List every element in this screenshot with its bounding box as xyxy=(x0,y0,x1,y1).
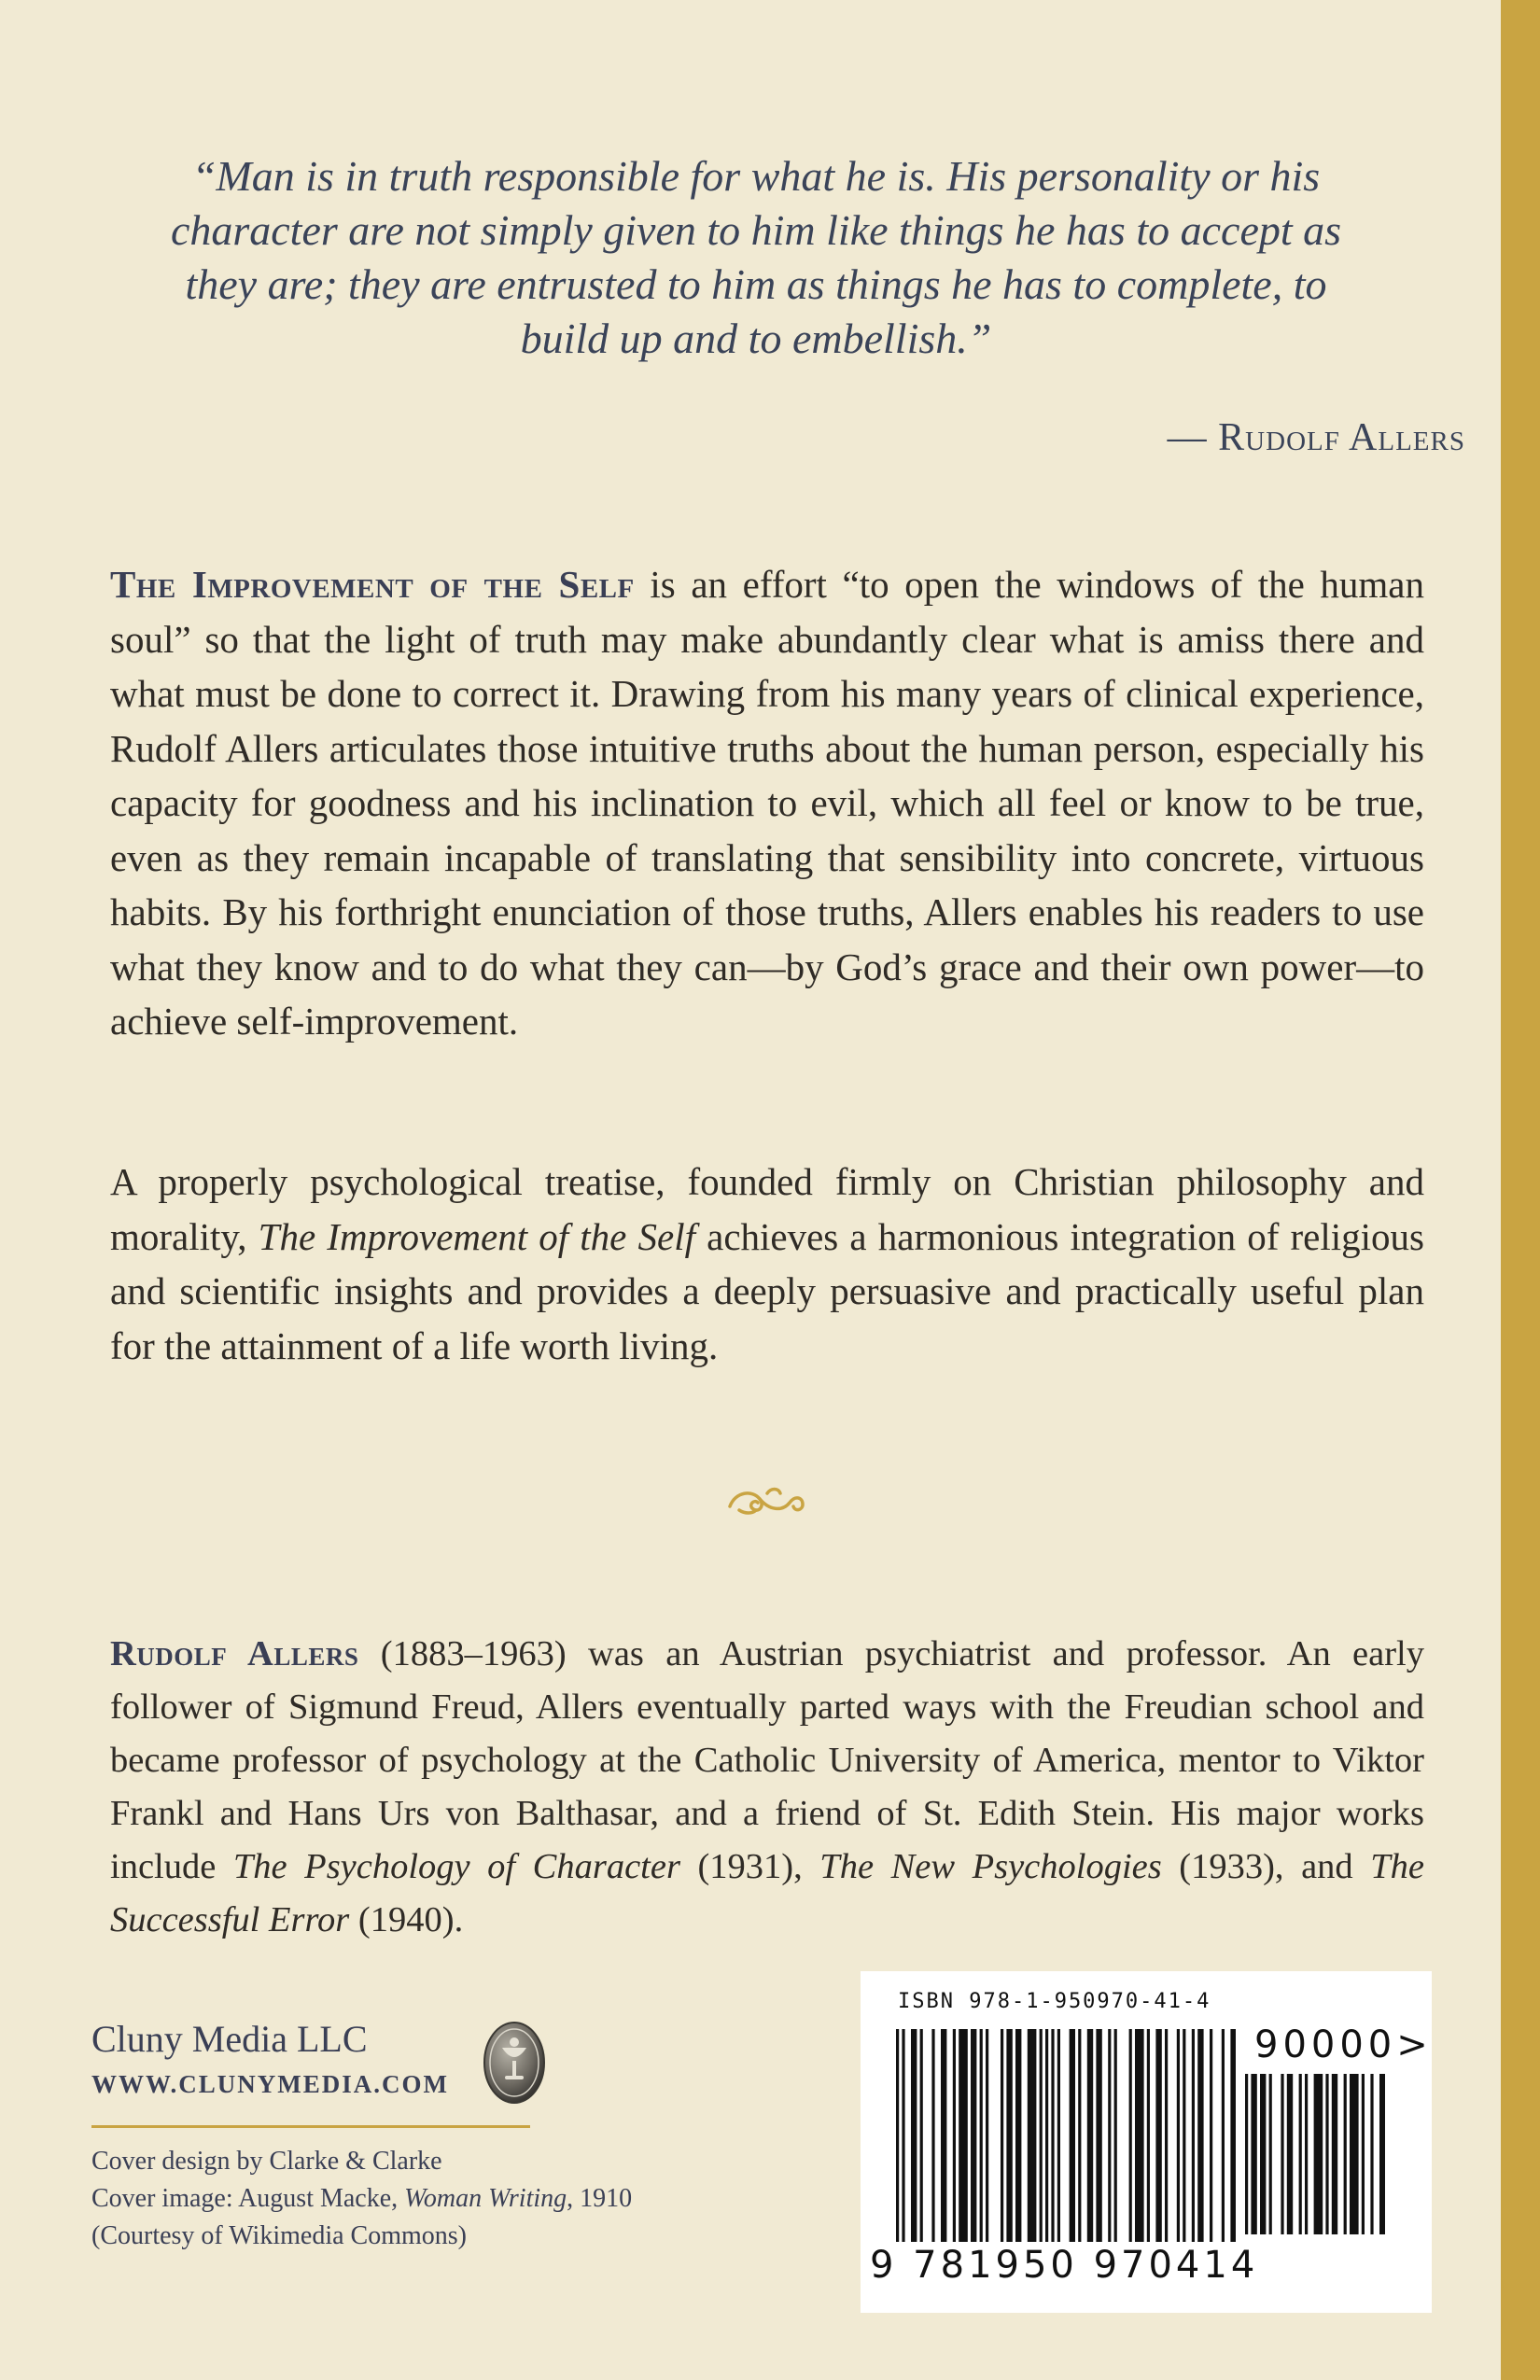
barcode-bar xyxy=(1028,2029,1037,2242)
barcode-bar xyxy=(1147,2029,1150,2242)
barcode-bar xyxy=(1096,2029,1101,2242)
barcode-bar xyxy=(1251,2074,1256,2234)
work-title-3: The Successful Error xyxy=(110,1847,1424,1939)
epigraph-quote xyxy=(149,149,1363,366)
description-text-1: is an effort “to open the windows of the human soul” so that the light of truth may make abundantly clear what is amiss there and what must be done to correct it. Drawing from his many years of clinical experience, Rudolf Allers articulates those intuitive truths about the human person, especially his capacity for goodness and his inclination to evil, which all feel or know to be true, even as they remain incapable of translating that sensibility into concrete, virtuous habits. By his forthright enunciation of those truths, Allers enables his readers to use what they know and to do what they can—by God’s grace and their own power—to achieve self-improvement. xyxy=(110,563,1425,1043)
barcode-bar xyxy=(1155,2029,1161,2242)
quote-open-mark: “ xyxy=(191,152,217,200)
barcode-bar xyxy=(1245,2074,1248,2234)
quote-text: Man is in truth responsible for what he is. His personality or his character are not simply given to him like things he has to accept as they are; they are entrusted to him as things he has to complete, to build up and to embellish. xyxy=(170,152,1342,362)
barcode-bar xyxy=(931,2029,934,2242)
credit-image-year: , 1910 xyxy=(567,2184,633,2213)
addon-barcode xyxy=(1245,2074,1385,2234)
author-bio xyxy=(110,1628,1424,1947)
quote-close-mark: ” xyxy=(967,315,992,362)
barcode-bar xyxy=(1332,2074,1337,2234)
ean13-barcode xyxy=(896,2029,1236,2242)
barcode-bar xyxy=(1287,2074,1293,2234)
barcode-bar xyxy=(1165,2029,1168,2242)
isbn-label: ISBN 978-1-950970-41-4 xyxy=(898,1990,1211,2013)
spine-stripe xyxy=(1501,0,1540,2380)
description-text-2b: achieves a harmonious integration of religious and scientific insights and provides a deeply persuasive and practically useful plan for the attainment of a life worth living. xyxy=(110,1214,1425,1367)
barcode-bar xyxy=(1114,2029,1117,2242)
quote-attribution: — Rudolf Allers xyxy=(1167,416,1465,459)
fleuron-ornament-icon xyxy=(726,1482,806,1519)
barcode-bar xyxy=(1078,2029,1081,2242)
cover-credits xyxy=(91,2143,632,2255)
barcode-bar xyxy=(1040,2029,1043,2242)
description-paragraph-2 xyxy=(110,1155,1424,1373)
barcode-bar xyxy=(1129,2029,1132,2242)
author-name: Rudolf Allers xyxy=(110,1634,359,1673)
barcode-bar xyxy=(971,2029,976,2242)
work-title-1: The Psychology of Character xyxy=(232,1847,680,1886)
barcode-bar xyxy=(1260,2074,1266,2234)
barcode-bar xyxy=(1362,2074,1365,2234)
barcode-bar xyxy=(1314,2074,1323,2234)
ean-digits: 9 781950 970414 xyxy=(870,2244,1259,2287)
barcode-bar xyxy=(980,2029,983,2242)
barcode-bar xyxy=(1001,2029,1003,2242)
barcode-bar xyxy=(1325,2074,1328,2234)
barcode-bar xyxy=(1070,2029,1075,2242)
description-text-2a: A properly psychological treatise, founded firmly on Christian philosophy and morality, xyxy=(110,1160,1424,1258)
barcode-bar xyxy=(1135,2029,1144,2242)
credit-image-title: Woman Writing xyxy=(404,2184,567,2213)
barcode-bar xyxy=(1281,2074,1283,2234)
bio-text-4: (1940). xyxy=(349,1900,464,1939)
credit-image xyxy=(91,2180,632,2218)
barcode-bar xyxy=(1057,2029,1060,2242)
bio-text-2: (1931), xyxy=(679,1847,820,1886)
barcode-bar xyxy=(1087,2029,1093,2242)
barcode-bar xyxy=(896,2029,899,2242)
book-title-smallcaps: The Improvement of the Self xyxy=(110,563,635,606)
barcode-bar xyxy=(1350,2074,1359,2234)
credit-image-prefix: Cover image: August Macke, xyxy=(91,2184,405,2213)
barcode-bar xyxy=(1108,2029,1111,2242)
credit-courtesy: (Courtesy of Wikimedia Commons) xyxy=(91,2221,467,2250)
barcode-bar xyxy=(986,2029,988,2242)
barcode-bar xyxy=(1379,2074,1385,2234)
work-title-2: The New Psychologies xyxy=(819,1847,1162,1886)
barcode-bar xyxy=(1269,2074,1272,2234)
credit-design: Cover design by Clarke & Clarke xyxy=(91,2147,442,2176)
barcode-bar xyxy=(1210,2029,1212,2242)
barcode-bar xyxy=(1015,2029,1021,2242)
barcode-bar xyxy=(953,2029,956,2242)
barcode-bar xyxy=(1177,2029,1180,2242)
publisher-divider xyxy=(91,2125,530,2128)
barcode-bar xyxy=(902,2029,904,2242)
barcode-bar xyxy=(1305,2074,1308,2234)
publisher-block xyxy=(91,2014,530,2099)
bio-text-1: (1883–1963) was an Austrian psychiatrist and professor. An early follower of Sigmund Freud, Allers eventually parted ways with the Freudian school and became professor of psychology at the Catholic University of America, mentor to Viktor Frankl and Hans Urs von Balthasar, and a friend of St. Edith Stein. His major works include xyxy=(110,1634,1425,1886)
barcode-bar xyxy=(920,2029,923,2242)
book-title-italic: The Improvement of the Self xyxy=(258,1214,695,1258)
barcode-bar xyxy=(1222,2029,1225,2242)
barcode-bar xyxy=(1192,2029,1195,2242)
barcode-bar xyxy=(1045,2029,1048,2242)
barcode-bar xyxy=(1006,2029,1012,2242)
barcode-bar xyxy=(1299,2074,1302,2234)
barcode-bar xyxy=(911,2029,917,2242)
barcode-bar xyxy=(1183,2029,1185,2242)
chalice-seal-icon xyxy=(482,2020,547,2106)
description-paragraph-1 xyxy=(110,557,1424,1049)
barcode-bar xyxy=(1344,2074,1347,2234)
publisher-url: WWW.CLUNYMEDIA.COM xyxy=(91,2070,450,2098)
price-code: 90000> xyxy=(1254,2023,1433,2066)
barcode-bar xyxy=(1051,2029,1054,2242)
barcode-bar xyxy=(1230,2029,1236,2242)
barcode-panel xyxy=(861,1971,1432,2313)
barcode-bar xyxy=(1370,2074,1373,2234)
barcode-bar xyxy=(941,2029,946,2242)
barcode-bar xyxy=(959,2029,968,2242)
publisher-name: Cluny Media LLC xyxy=(91,2018,368,2060)
barcode-bar xyxy=(1197,2029,1203,2242)
bio-text-3: (1933), and xyxy=(1161,1847,1371,1886)
